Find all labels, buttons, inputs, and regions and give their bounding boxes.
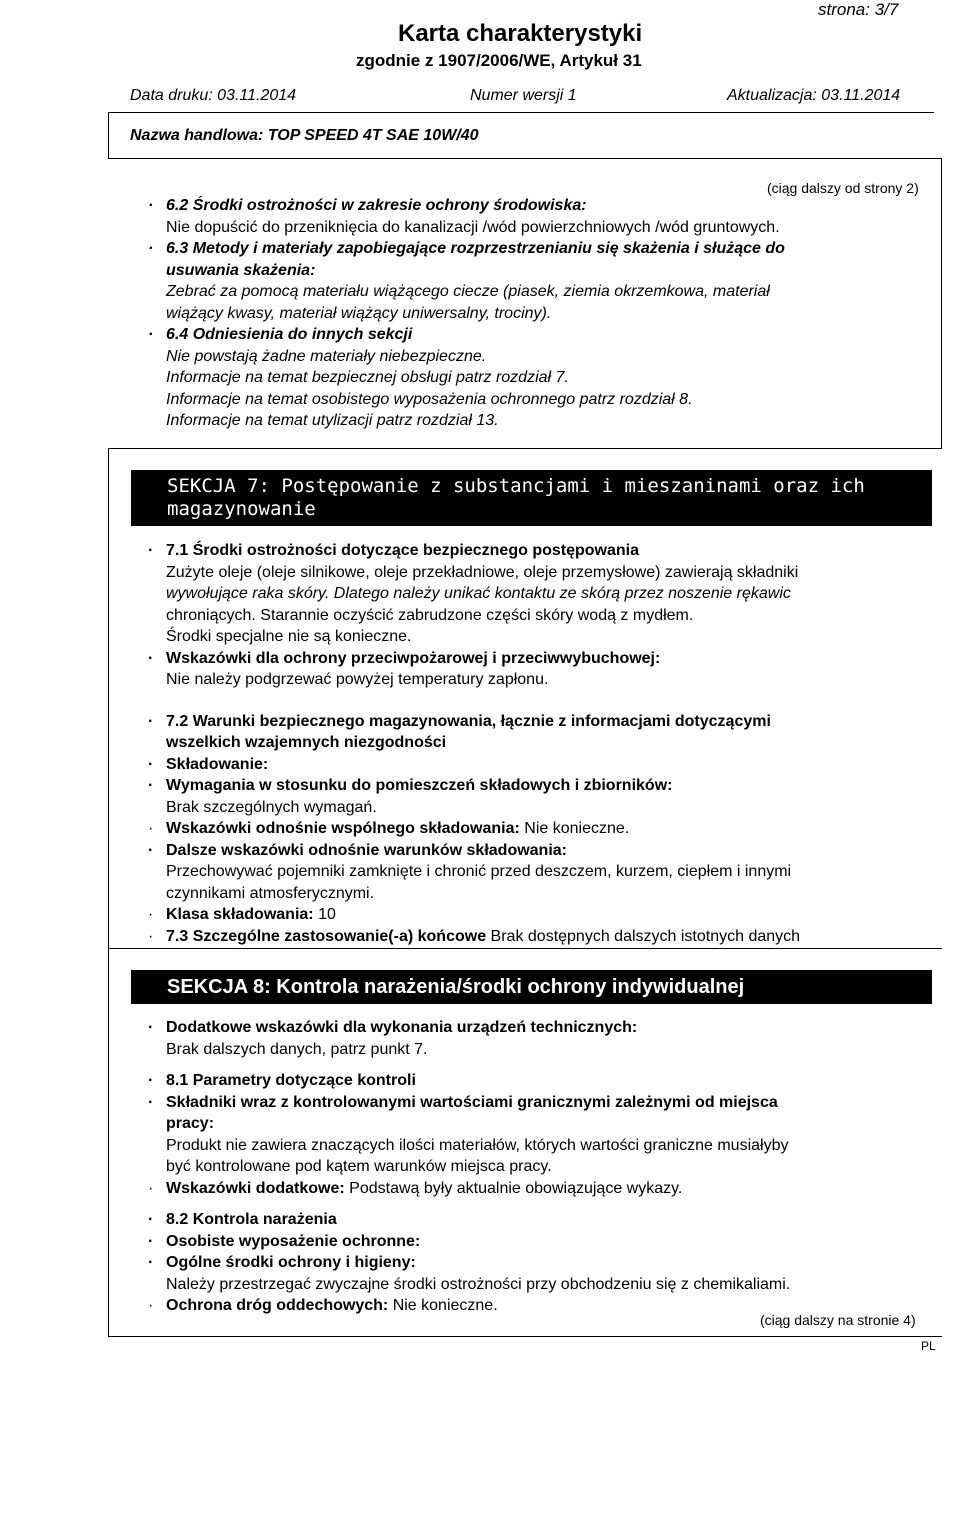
document-subtitle: zgodnie z 1907/2006/WE, Artykuł 31 [356, 51, 642, 70]
fire-protection-title: · Wskazówki dla ochrony przeciwpożarowej i przeciwwybuchowej: [148, 648, 938, 670]
version-number: Numer wersji 1 [470, 87, 577, 104]
section7-heading [131, 470, 932, 526]
joint-storage-label: Wskazówki odnośnie wspólnego składowania: [166, 820, 520, 837]
section7-heading-line1: SEKCJA 7: Postępowanie z substancjami i mieszaninami oraz ich [167, 475, 865, 497]
subsection-7-1-text-4: Środki specjalne nie są konieczne. [166, 628, 412, 645]
subsection-8-2-title: · 8.2 Kontrola narażenia [148, 1209, 938, 1231]
subsection-7-2-title: · 7.2 Warunki bezpiecznego magazynowania, łącznie z informacjami dotyczącymi [148, 711, 938, 733]
subsection-7-1-text-3: chroniących. Starannie oczyścić zabrudzone części skóry wodą z mydłem. [166, 606, 694, 624]
storage-requirements-text: Brak szczególnych wymagań. [166, 798, 377, 816]
print-date: Data druku: 03.11.2014 [130, 87, 297, 104]
subsection-6-4-title: · 6.4 Odniesienia do innych sekcji [148, 324, 938, 346]
hygiene-title: · Ogólne środki ochrony i higieny: [148, 1252, 938, 1274]
section8-heading: SEKCJA 8: Kontrola narażenia/środki ochrony indywidualnej [131, 970, 932, 1004]
frame-left-line-3 [108, 948, 109, 1336]
frame-top-line [108, 158, 942, 159]
subsection-6-3-text: Zebrać za pomocą materiału wiążącego ciecze (piasek, ziemia okrzemkowa, materiał [166, 283, 770, 300]
frame-left-line [108, 112, 109, 158]
storage-class-label: Klasa składowania: [166, 906, 314, 923]
update-date: Aktualizacja: 03.11.2014 [727, 87, 901, 104]
technical-measures-title: · Dodatkowe wskazówki dla wykonania urządzeń technicznych: [148, 1017, 938, 1039]
storage-class-line [148, 904, 938, 926]
subsection-7-3-label: 7.3 Szczególne zastosowanie(-a) końcowe [166, 927, 487, 945]
additional-info-value: Podstawą były aktualnie obowiązujące wykazy. [349, 1179, 683, 1197]
ppe-title: · Osobiste wyposażenie ochronne: [148, 1231, 938, 1253]
subsection-6-4-text-4: Informacje na temat utylizacji patrz rozdział 13. [166, 412, 499, 429]
subsection-7-1-text-1: Zużyte oleje (oleje silnikowe, oleje przekładniowe, oleje przemysłowe) zawierają składniki [166, 563, 799, 581]
hygiene-text: Należy przestrzegać zwyczajne środki ostrożności przy obchodzeniu się z chemikaliami. [166, 1275, 791, 1293]
section7-heading-line2: magazynowanie [167, 498, 316, 520]
subsection-6-4-text-1: Nie powstają żadne materiały niebezpieczne. [166, 347, 487, 365]
subsection-6-2-title: · 6.2 Środki ostrożności w zakresie ochrony środowiska: [148, 195, 938, 217]
subsection-7-2-title-cont: wszelkich wzajemnych niezgodności [166, 734, 447, 751]
fire-protection-text: Nie należy podgrzewać powyżej temperatury zapłonu. [166, 671, 549, 688]
section6-content [148, 195, 938, 432]
language-code: PL [921, 1339, 936, 1353]
section6-bottom-line [108, 448, 942, 449]
subsection-6-2-text: Nie dopuścić do przeniknięcia do kanalizacji /wód powierzchniowych /wód gruntowych. [166, 218, 780, 236]
subsection-8-1-title: · 8.1 Parametry dotyczące kontroli [148, 1070, 938, 1092]
components-limits-text-1: Produkt nie zawiera znaczących ilości materiałów, których wartości graniczne musiałyby [166, 1136, 789, 1154]
additional-info-label: Wskazówki dodatkowe: [166, 1179, 345, 1197]
header-divider [108, 112, 934, 113]
subsection-7-1-text-2-span: wywołujące raka skóry. Dlatego należy unikać kontaktu ze skórą przez noszenie rękawic [166, 585, 791, 602]
section7-content [148, 540, 938, 947]
storage-class-value: 10 [318, 906, 336, 923]
respiratory-label: Ochrona dróg oddechowych: [166, 1297, 389, 1314]
respiratory-value: Nie konieczne. [392, 1297, 498, 1314]
storage-label: · Składowanie: [148, 754, 938, 776]
section8-content [148, 1017, 938, 1317]
further-storage-text-1: Przechowywać pojemniki zamknięte i chronić przed deszczem, kurzem, ciepłem i innymi [166, 863, 792, 880]
subsection-6-3-title: · 6.3 Metody i materiały zapobiegające rozprzestrzenianiu się skażenia i służące do [148, 238, 938, 260]
additional-info-line [148, 1178, 938, 1200]
joint-storage-line [148, 818, 938, 840]
continued-from: (ciąg dalszy od strony 2) [767, 180, 919, 196]
components-limits-title-cont: pracy: [166, 1115, 215, 1132]
trade-name: Nazwa handlowa: TOP SPEED 4T SAE 10W/40 [130, 127, 479, 144]
subsection-7-3-value: Brak dostępnych dalszych istotnych danych [490, 927, 801, 945]
joint-storage-value: Nie konieczne. [524, 820, 630, 837]
storage-requirements-title: · Wymagania w stosunku do pomieszczeń składowych i zbiorników: [148, 775, 938, 797]
components-limits-text-2: być kontrolowane pod kątem warunków miejsca pracy. [166, 1158, 552, 1175]
further-storage-title: · Dalsze wskazówki odnośnie warunków składowania: [148, 840, 938, 862]
subsection-7-3-line [148, 926, 938, 948]
continued-to: (ciąg dalszy na stronie 4) [760, 1312, 916, 1328]
subsection-6-4-text-2: Informacje na temat bezpiecznej obsługi patrz rozdział 7. [166, 369, 569, 386]
document-title: Karta charakterystyki [398, 20, 643, 47]
subsection-7-1-title: · 7.1 Środki ostrożności dotyczące bezpiecznego postępowania [148, 540, 938, 562]
frame-right-line [941, 158, 942, 448]
subsection-6-3-text-cont: wiążący kwasy, materiał wiążący uniwersalny, trociny). [166, 304, 552, 322]
subsection-7-1-text-2 [148, 583, 938, 605]
technical-measures-text: Brak dalszych danych, patrz punkt 7. [166, 1040, 428, 1058]
further-storage-text-2: czynnikami atmosferycznymi. [166, 884, 375, 902]
frame-left-line-2 [108, 448, 109, 948]
subsection-6-3-title-cont: usuwania skażenia: [166, 261, 316, 279]
components-limits-title: · Składniki wraz z kontrolowanymi wartościami granicznymi zależnymi od miejsca [148, 1092, 938, 1114]
page-number: strona: 3/7 [818, 0, 899, 19]
page-bottom-line [108, 1336, 942, 1337]
subsection-6-4-text-3: Informacje na temat osobistego wyposażenia ochronnego patrz rozdział 8. [166, 390, 693, 408]
section7-bottom-line [108, 948, 942, 949]
